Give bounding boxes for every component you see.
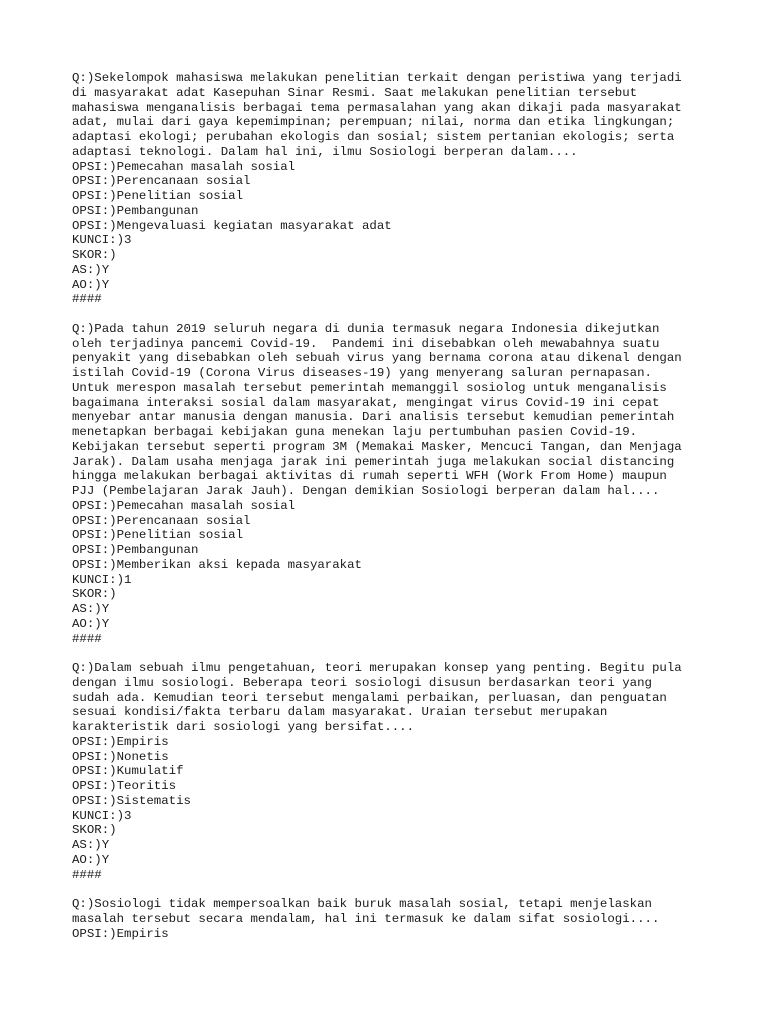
question-block-3 — [72, 661, 722, 882]
option-line: OPSI:)Mengevaluasi kegiatan masyarakat adat — [72, 218, 392, 233]
answer-key-line: KUNCI:)3 — [72, 808, 132, 823]
option-line: OPSI:)Teoritis — [72, 779, 177, 793]
question-text-line: oleh terjadinya pancemi Covid-19. Pandemi ini disebabkan oleh mewabahnya suatu — [72, 336, 660, 351]
answer-key-line: KUNCI:)1 — [72, 572, 132, 587]
question-text-line: masalah tersebut secara mendalam, hal ini termasuk ke dalam sifat sosiologi.... — [72, 911, 660, 926]
option-line: OPSI:)Penelitian sosial — [72, 189, 244, 203]
question-text-line: dengan ilmu sosiologi. Beberapa teori sosiologi disusun berdasarkan teori yang — [72, 675, 652, 690]
answer-key-line: KUNCI:)3 — [72, 233, 132, 248]
question-text-line: hingga melakukan berbagai aktivitas di rumah seperti WFH (Work From Home) maupun — [72, 469, 667, 484]
question-text-line: Q:)Pada tahun 2019 seluruh negara di dunia termasuk negara Indonesia dikejutkan — [72, 321, 660, 336]
question-text-line: istilah Covid-19 (Corona Virus diseases-19) yang menyerang saluran pernapasan. — [72, 366, 652, 380]
question-block-1 — [72, 71, 722, 307]
ao-line: AO:)Y — [72, 616, 110, 631]
score-line: SKOR:) — [72, 587, 117, 602]
option-line: OPSI:)Pemecahan masalah sosial — [72, 498, 296, 513]
separator-line: #### — [72, 631, 102, 646]
question-text-line: adat, mulai dari gaya kepemimpinan; perempuan; nilai, norma dan etika lingkungan; — [72, 115, 675, 130]
ao-line: AO:)Y — [72, 852, 110, 867]
question-text-line: menyebar antar manusia dengan manusia. Dari analisis tersebut kemudian pemerintah — [72, 410, 675, 425]
question-text-line: Kebijakan tersebut seperti program 3M (Memakai Masker, Mencuci Tangan, dan Menjaga — [72, 439, 682, 454]
option-line: OPSI:)Penelitian sosial — [72, 528, 244, 543]
question-text-line: sudah ada. Kemudian teori tersebut mengalami perbaikan, perluasan, dan penguatan — [72, 690, 667, 705]
question-text-line: PJJ (Pembelajaran Jarak Jauh). Dengan demikian Sosiologi berperan dalam hal.... — [72, 484, 660, 498]
separator-line: #### — [72, 867, 102, 882]
option-line: OPSI:)Empiris — [72, 734, 169, 749]
ao-line: AO:)Y — [72, 277, 110, 292]
question-block-2 — [72, 322, 722, 647]
as-line: AS:)Y — [72, 602, 110, 616]
question-text-line: Untuk merespon masalah tersebut pemerintah memanggil sosiolog untuk menganalisis — [72, 380, 667, 395]
score-line: SKOR:) — [72, 248, 117, 262]
option-line: OPSI:)Pembangunan — [72, 543, 199, 557]
as-line: AS:)Y — [72, 838, 110, 852]
option-line: OPSI:)Pemecahan masalah sosial — [72, 159, 296, 174]
score-line: SKOR:) — [72, 823, 117, 838]
question-text-line: bagaimana interaksi sosial dalam masyarakat, mengingat virus Covid-19 ini cepat — [72, 395, 660, 410]
question-text-line: menetapkan berbagai kebijakan guna menekan laju pertumbuhan pasien Covid-19. — [72, 425, 638, 439]
question-text-line: Q:)Dalam sebuah ilmu pengetahuan, teori merupakan konsep yang penting. Begitu pula — [72, 661, 682, 675]
option-line: OPSI:)Kumulatif — [72, 764, 184, 779]
question-text-line: penyakit yang disebabkan oleh sebuah virus yang bernama corona atau dikenal dengan — [72, 351, 682, 366]
option-line: OPSI:)Sistematis — [72, 793, 191, 808]
question-text-line: sesuai kondisi/fakta terbaru dalam masyarakat. Uraian tersebut merupakan — [72, 705, 608, 720]
question-text-line: adaptasi teknologi. Dalam hal ini, ilmu Sosiologi berperan dalam.... — [72, 144, 578, 159]
question-text-line: Jarak). Dalam usaha menjaga jarak ini pemerintah juga melakukan social distancing — [72, 454, 675, 469]
separator-line: #### — [72, 292, 102, 307]
question-block-4 — [72, 897, 722, 941]
question-text-line: di masyarakat adat Kasepuhan Sinar Resmi. Saat melakukan penelitian tersebut — [72, 85, 638, 100]
question-text-line: adaptasi ekologi; perubahan ekologis dan sosial; sistem pertanian ekologis; serta — [72, 130, 675, 144]
option-line: OPSI:)Empiris — [72, 926, 169, 941]
option-line: OPSI:)Perencanaan sosial — [72, 513, 251, 528]
as-line: AS:)Y — [72, 262, 110, 277]
option-line: OPSI:)Pembangunan — [72, 203, 199, 218]
document-page — [72, 71, 722, 956]
option-line: OPSI:)Nonetis — [72, 749, 169, 764]
option-line: OPSI:)Memberikan aksi kepada masyarakat — [72, 557, 362, 572]
question-text-line: Q:)Sekelompok mahasiswa melakukan penelitian terkait dengan peristiwa yang terjadi — [72, 71, 682, 85]
question-text-line: mahasiswa menganalisis berbagai tema permasalahan yang akan dikaji pada masyarakat — [72, 100, 682, 115]
question-text-line: Q:)Sosiologi tidak mempersoalkan baik buruk masalah sosial, tetapi menjelaskan — [72, 897, 652, 911]
option-line: OPSI:)Perencanaan sosial — [72, 174, 251, 189]
question-text-line: karakteristik dari sosiologi yang bersifat.... — [72, 720, 415, 734]
